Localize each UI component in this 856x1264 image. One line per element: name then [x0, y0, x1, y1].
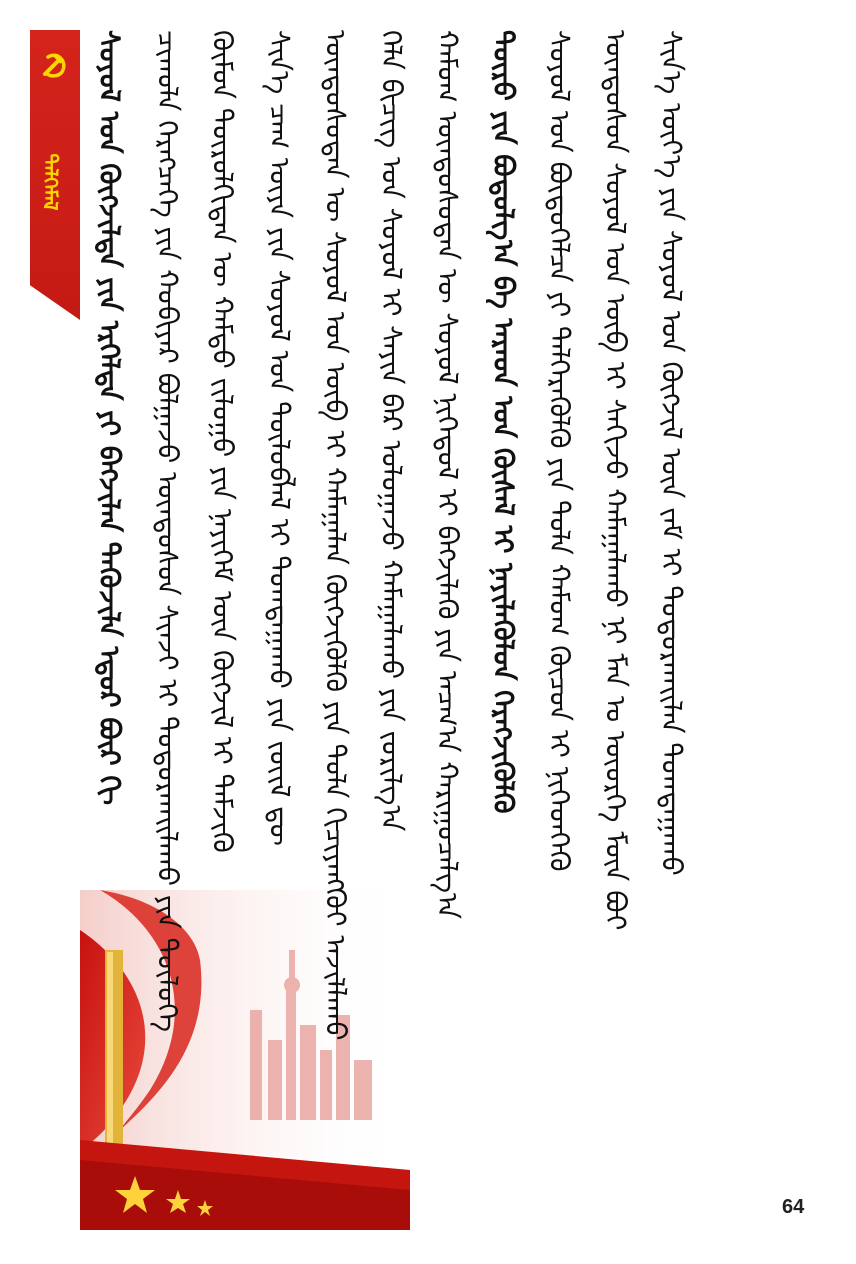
text-column: ᠰᠢᠨ᠎ᠡ ᠴᠠᠭ ᠦᠶᠡ ᠶᠢᠨ ᠰᠤᠶᠤᠯ ᠤᠨ ᠲᠥᠯᠦᠪᠯᠡᠯ ᠢ ᠲᠣᠭᠲᠠᠭᠠᠬᠤ ᠶᠢᠨ ᠵᠦᠢᠯ ᠳᠦ: [263, 30, 296, 846]
decorative-background-illustration: [80, 890, 410, 1230]
text-column: ᠰᠢᠨ᠎ᠡ ᠦᠶ᠎ᠡ ᠶᠢᠨ ᠰᠤᠶᠤᠯ ᠤᠨ ᠬᠥᠭᠵᠢᠯ ᠦᠨ ᠵᠠᠮ ᠢ ᠲᠣᠳᠤᠷᠬᠠᠢᠯᠠᠨ ᠲᠣᠭᠲᠠᠭᠠᠬᠤ: [655, 30, 688, 876]
text-column: ᠰᠤᠶᠤᠯ ᠤᠨ ᠬᠥᠭᠵᠢᠯᠲᠡ ᠶᠢᠨ ᠡᠷᠭᠡᠯᠲᠡ ᠶᠢ ᠪᠡᠬᠵᠢᠯᠡᠨ ᠲᠡᠭᠦᠵᠢᠯᠡ ᠡᠳᠦᠷ ᠪᠦᠷ ᠬᠢ: [93, 30, 126, 806]
text-column: ᠬᠦᠮᠦᠨ ᠲᠥᠷᠦᠯᠬᠢᠲᠡᠨ ᠦ ᠬᠠᠮᠲᠤ ᠵᠢᠯᠤᠭᠤ ᠶᠢᠨ ᠨᠡᠶᠢᠭᠡᠮ ᠦᠨ ᠬᠥᠭᠵᠢᠯ ᠢ ᠳᠡᠮᠵᠢᠬᠦ: [206, 30, 239, 853]
section-label: ᠳᠡᠯᠭᠡᠮᠡᠯ: [38, 153, 63, 211]
text-column: ᠲᠥᠷᠦ ᠶᠢᠨ ᠪᠣᠳᠣᠯᠭ᠎ᠠ ᠪᠠ ᠠᠷᠠᠳ ᠤᠨ ᠬᠦᠰᠡᠯ ᠢ ᠨᠡᠶᠢᠯᠡᠭᠦᠯᠦᠨ ᠬᠡᠷᠡᠭᠵᠢᠭᠦᠯᠬᠦ: [487, 30, 520, 814]
text-column: ᠦᠨᠳᠦᠰᠦᠲᠡᠨ ᠦ ᠰᠤᠶᠤᠯ ᠤᠨ ᠥᠪ ᠢ ᠬᠠᠮᠠᠭᠠᠯᠠᠨ ᠬᠥᠭᠵᠢᠭᠦᠯᠬᠦ ᠶᠢᠨ ᠲᠤᠯᠠ ᠬᠢᠴᠢᠶᠡᠩᠭᠦᠢ ᠠᠵᠢᠯᠯᠠᠬᠤ: [319, 30, 352, 1041]
text-column: ᠦᠨᠳᠦᠰᠦᠨ ᠰᠤᠶᠤᠯ ᠤᠨ ᠥᠪ ᠢ ᠰᠠᠬᠢᠵᠤ ᠬᠠᠮᠠᠭᠠᠯᠠᠬᠤ ᠨᠢ ᠮᠠᠨ ᠤ ᠦᠦᠷᠭᠡ ᠮᠥᠨ ᠪᠣᠢ: [599, 30, 632, 931]
party-emblem-icon: [36, 46, 74, 84]
text-column: ᠴᠢᠬᠤᠯᠠ ᠬᠡᠷᠡᠭᠴᠡᠭᠡ ᠶᠢᠨ ᠬᠤᠪᠢᠶᠠᠷ ᠪᠤᠯᠭᠠᠵᠤ ᠦᠨᠳᠦᠰᠦᠨ ᠰᠢᠨᠵᠢ ᠢ ᠲᠤᠳᠤᠷᠬᠠᠢᠯᠠᠬᠤ ᠶᠢᠨ ᠲᠦᠯᠦᠭᠡ: [151, 30, 184, 1032]
page-number: 64: [782, 1196, 805, 1218]
text-column: ᠬᠠᠮᠤᠭ ᠦᠨᠳᠦᠰᠦᠲᠡᠨ ᠦ ᠰᠤᠶᠤᠯ ᠨᠢᠭᠡᠳᠦᠯ ᠢ ᠪᠡᠬᠵᠢᠯᠡᠬᠦ ᠶᠢᠨ ᠠᠴᠬ᠎ᠠ ᠬᠠᠷᠢᠭᠤᠴᠠᠯᠭ᠎ᠠ: [431, 30, 464, 919]
text-column: ᠬᠡᠯᠡ ᠪᠢᠴᠢᠭ ᠤᠨ ᠰᠤᠶᠤᠯ ᠢ ᠰᠠᠶᠢᠨ ᠪᠠᠷ ᠤᠯᠤᠭᠠᠵᠤ ᠬᠠᠮᠠᠭᠠᠯᠠᠬᠤ ᠶᠢᠨ ᠵᠣᠷᠢᠯᠭ᠎ᠠ: [375, 30, 408, 832]
text-column: ᠰᠤᠶᠤᠯ ᠤᠨ ᠪᠦᠲᠦᠭᠡᠯᠴᠡ ᠶᠢ ᠳᠡᠯᠭᠡᠷᠡᠭᠦᠯᠬᠦ ᠶᠢᠨ ᠲᠤᠯᠠ ᠬᠠᠮᠤᠭ ᠬᠦᠴᠦᠨ ᠢ ᠨᠢᠭᠡᠳᠭᠡᠬᠦ: [543, 30, 576, 872]
